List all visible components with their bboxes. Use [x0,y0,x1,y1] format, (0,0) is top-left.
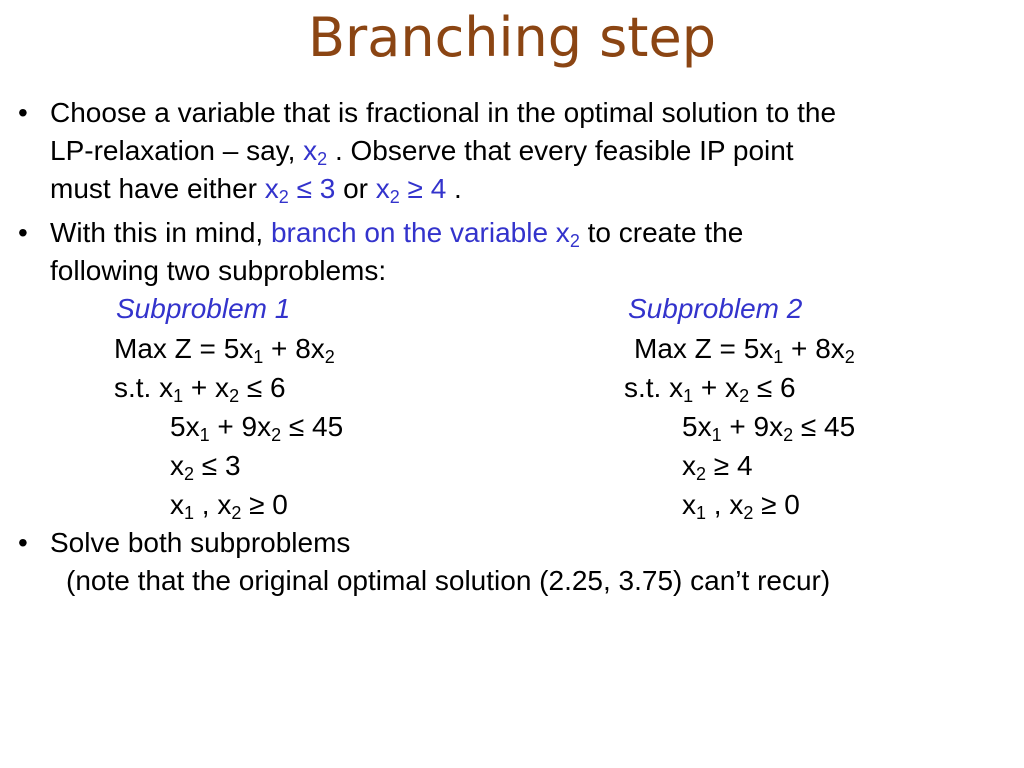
sub: 1 [696,503,707,523]
t: Max Z = 5x [114,333,254,364]
t: ≤ 3 [194,450,241,481]
sub: 2 [783,425,794,445]
t: x [682,489,696,520]
condition-1 [264,173,336,207]
bullet-2-line-2: following two subproblems: [50,255,387,286]
subproblem-2-heading: Subproblem 2 [628,293,803,324]
bullet-marker-3: • [18,527,28,558]
t: ≥ 0 [753,489,800,520]
t: 5x [682,411,712,442]
t: + 9x [209,411,272,442]
text: must have either [50,173,265,204]
t: 5x [170,411,200,442]
subproblem-2-constraint-1 [624,371,796,405]
t: + 8x [263,333,325,364]
sub: 2 [184,464,195,484]
t: Max Z = 5x [634,333,774,364]
bullet-2-line-1 [50,216,743,250]
sub: 2 [696,464,707,484]
t: + 8x [783,333,845,364]
var: x [264,173,279,204]
t: ≤ 45 [281,411,344,442]
subproblem-1-objective [114,332,335,366]
text: LP-relaxation – say, [50,135,304,166]
subscript: 2 [389,187,400,207]
t: s.t. x [624,372,684,403]
t: + x [183,372,230,403]
t: x [170,450,184,481]
t: ≥ 0 [241,489,288,520]
sub: 2 [231,503,242,523]
t: ≤ 6 [239,372,286,403]
sub: 2 [739,386,750,406]
sub: 1 [184,503,195,523]
t: , x [194,489,232,520]
subproblem-1-heading: Subproblem 1 [116,293,291,324]
sub: 2 [229,386,240,406]
bullet-3-line-1: Solve both subproblems [50,527,351,558]
branch-phrase [270,217,580,251]
var: x [303,135,318,166]
rest: ≥ 4 [399,173,447,204]
subproblem-1-constraint-1 [114,371,286,405]
sub: 1 [711,425,722,445]
subproblem-2-objective [634,332,855,366]
slide-title: Branching step [308,6,716,69]
subscript: 2 [569,231,580,251]
t: ≥ 4 [706,450,753,481]
sub: 2 [743,503,754,523]
variable-x2 [303,135,328,169]
sub: 1 [683,386,694,406]
subproblem-2-constraint-3 [682,449,753,483]
t: + x [693,372,740,403]
text: With this in mind, [50,217,271,248]
phrase: branch on the variable x [270,217,570,248]
sub: 1 [199,425,210,445]
var: x [375,173,390,204]
sub: 1 [773,347,784,367]
subproblem-2-constraint-2 [682,410,855,444]
text: to create the [579,217,744,248]
sub: 2 [844,347,855,367]
bullet-marker-2: • [18,217,28,248]
t: s.t. x [114,372,174,403]
t: ≤ 45 [793,411,856,442]
subscript: 2 [278,187,289,207]
rest: ≤ 3 [288,173,336,204]
subproblem-2-constraint-4 [682,488,800,522]
sub: 1 [173,386,184,406]
t: ≤ 6 [749,372,796,403]
bullet-1-line-2 [50,134,794,168]
sub: 2 [271,425,282,445]
sub: 1 [253,347,264,367]
t: , x [706,489,744,520]
bullet-3-line-2: (note that the original optimal solution (2.25, 3.75) can’t recur) [66,565,831,596]
subscript: 2 [317,149,328,169]
bullet-marker-1: • [18,97,28,128]
bullet-1-line-1: Choose a variable that is fractional in the optimal solution to the [50,97,837,128]
t: x [170,489,184,520]
subproblem-1-constraint-3 [170,449,241,483]
condition-2 [375,173,447,207]
subproblem-1-constraint-4 [170,488,288,522]
t: + 9x [721,411,784,442]
subproblem-1-constraint-2 [170,410,343,444]
text: or [335,173,376,204]
bullet-1-line-3 [50,172,462,206]
t: x [682,450,696,481]
text: . [446,173,462,204]
sub: 2 [324,347,335,367]
text: . Observe that every feasible IP point [327,135,794,166]
